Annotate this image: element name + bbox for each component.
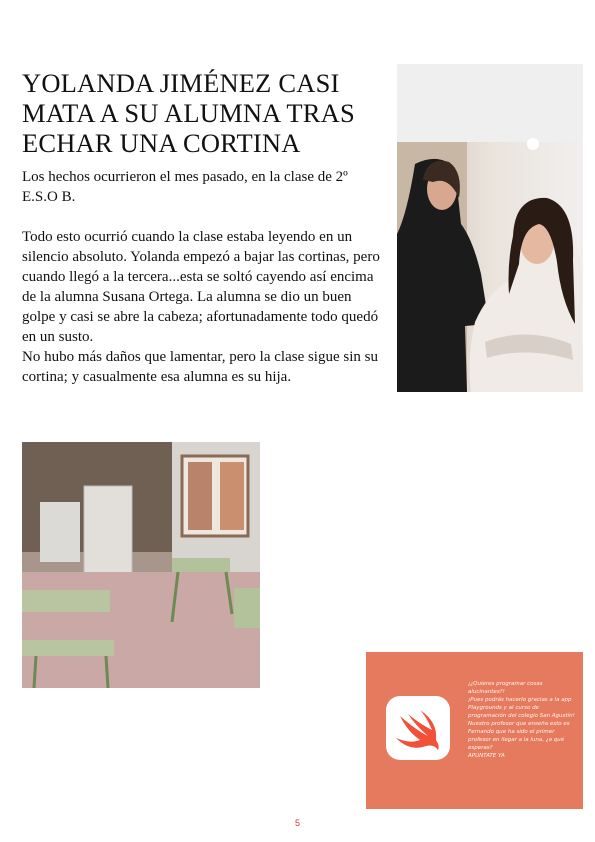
article-paragraph: Todo esto ocurrió cuando la clase estaba leyendo en un silencio absoluto. Yolanda empezó a bajar las cortinas, pero cuando llegó a la tercera...esta se soltó cayendo así encima de la alumna Susana Ortega. La alumna se dio un buen golpe y casi se abre la cabeza; afortunadamente todo quedó en un susto. — [22, 229, 380, 345]
article-lead: Los hechos ocurrieron el mes pasado, en la clase de 2º E.S.O B. — [22, 169, 348, 205]
ad-line: Nuestro profesor que enseña esto es Fernando que ha sido el primer profesor en llegar a la luna, ¿a qué esperas? — [468, 721, 570, 751]
ad-text — [468, 680, 578, 760]
article-body — [22, 167, 382, 387]
teacher-student-photo — [397, 64, 583, 392]
page-number: 5 — [294, 818, 300, 828]
swift-logo-icon — [386, 696, 450, 760]
ad-line: APUNTATE YA — [468, 753, 505, 759]
ad-line: ¡Pues podrás hacerlo gracias a la app Playgrounds y al curso de programación del colegio San Agustín! — [468, 697, 575, 719]
article-paragraph: No hubo más daños que lamentar, pero la clase sigue sin su cortina; y casualmente esa alumna es su hija. — [22, 349, 378, 385]
classroom-photo — [22, 442, 260, 688]
swift-playgrounds-ad — [366, 652, 583, 809]
article-title: YOLANDA JIMÉNEZ CASI MATA A SU ALUMNA TRAS ECHAR UNA CORTINA — [22, 68, 355, 158]
ad-line: ¡¿Quieres programar cosas alucinantes?! — [468, 681, 543, 695]
